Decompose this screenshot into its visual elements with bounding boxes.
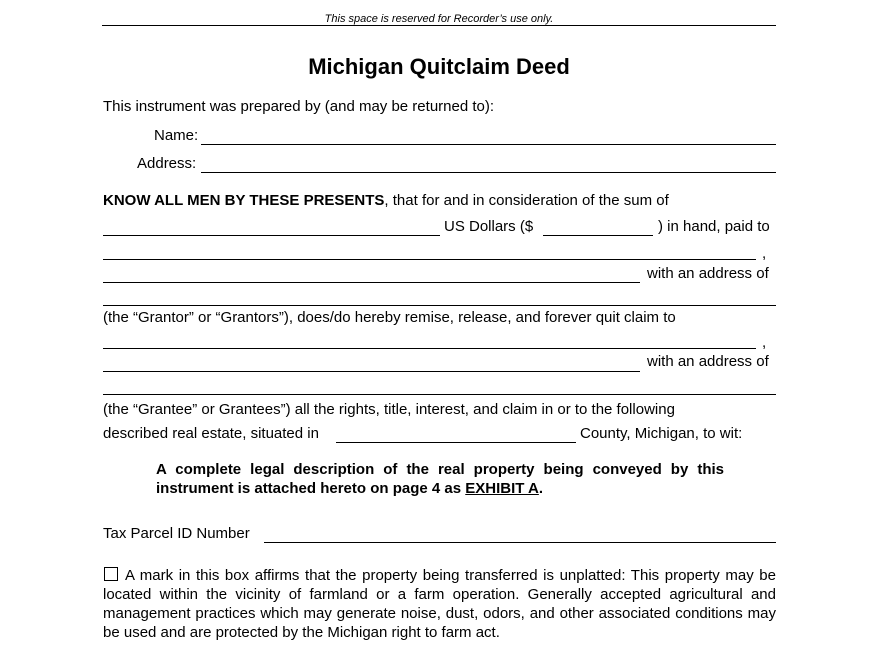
grantor-clause: (the “Grantor” or “Grantors”), does/do hereby remise, release, and forever quit claim to <box>103 309 676 326</box>
exhibit-link[interactable]: EXHIBIT A <box>465 480 539 497</box>
paid-to-label: ) in hand, paid to <box>658 218 770 235</box>
grantor-name-field[interactable] <box>103 259 756 260</box>
amount-words-field[interactable] <box>103 235 440 236</box>
real-estate-label: described real estate, situated in <box>103 425 319 442</box>
address-label: Address: <box>137 155 197 172</box>
page-title: Michigan Quitclaim Deed <box>308 54 570 79</box>
legal-description-note <box>156 460 724 498</box>
consideration-line <box>103 192 669 210</box>
unplatted-notice-text: A mark in this box affirms that the property being transferred is unplatted: This property may be located within the vicinity of farmland or a farm operation. Generally accepted agricultural and management practices which may generate noise, dust, odors, and other associated conditions may be used and are protected by the Michigan right to farm act. <box>103 567 776 641</box>
legal-description-text: A complete legal description of the real property being conveyed by this instrument is attached hereto on page 4 as <box>156 461 724 497</box>
grantee-address-label: with an address of <box>647 353 769 370</box>
grantor-name-field-2[interactable] <box>103 282 640 283</box>
county-label: County, Michigan, to wit: <box>580 425 743 442</box>
name-label: Name: <box>154 127 199 144</box>
tax-parcel-label: Tax Parcel ID Number <box>103 525 250 542</box>
grantor-address-label: with an address of <box>647 265 769 282</box>
recorder-note: This space is reserved for Recorder’s use only. <box>324 13 554 25</box>
grantor-address-field[interactable] <box>103 305 776 306</box>
grantor-comma: , <box>762 245 767 262</box>
legal-description-period: . <box>538 480 544 497</box>
unplatted-notice <box>103 566 776 642</box>
grantee-clause: (the “Grantee” or Grantees”) all the rights, title, interest, and claim in or to the following <box>103 401 675 418</box>
tax-parcel-field[interactable] <box>264 542 776 543</box>
grantee-comma: , <box>762 334 767 351</box>
consideration-text: , that for and in consideration of the sum of <box>384 192 669 209</box>
grantee-address-field[interactable] <box>103 394 776 395</box>
name-field[interactable] <box>201 144 776 145</box>
address-field[interactable] <box>201 172 776 173</box>
grantee-name-field[interactable] <box>103 348 756 349</box>
prepared-by-label: This instrument was prepared by (and may be returned to): <box>103 98 495 115</box>
amount-figure-field[interactable] <box>543 235 653 236</box>
grantee-name-field-2[interactable] <box>103 371 640 372</box>
know-all-men-text: KNOW ALL MEN BY THESE PRESENTS <box>103 192 385 209</box>
us-dollars-label: US Dollars ($ <box>444 218 534 235</box>
county-field[interactable] <box>336 442 576 443</box>
